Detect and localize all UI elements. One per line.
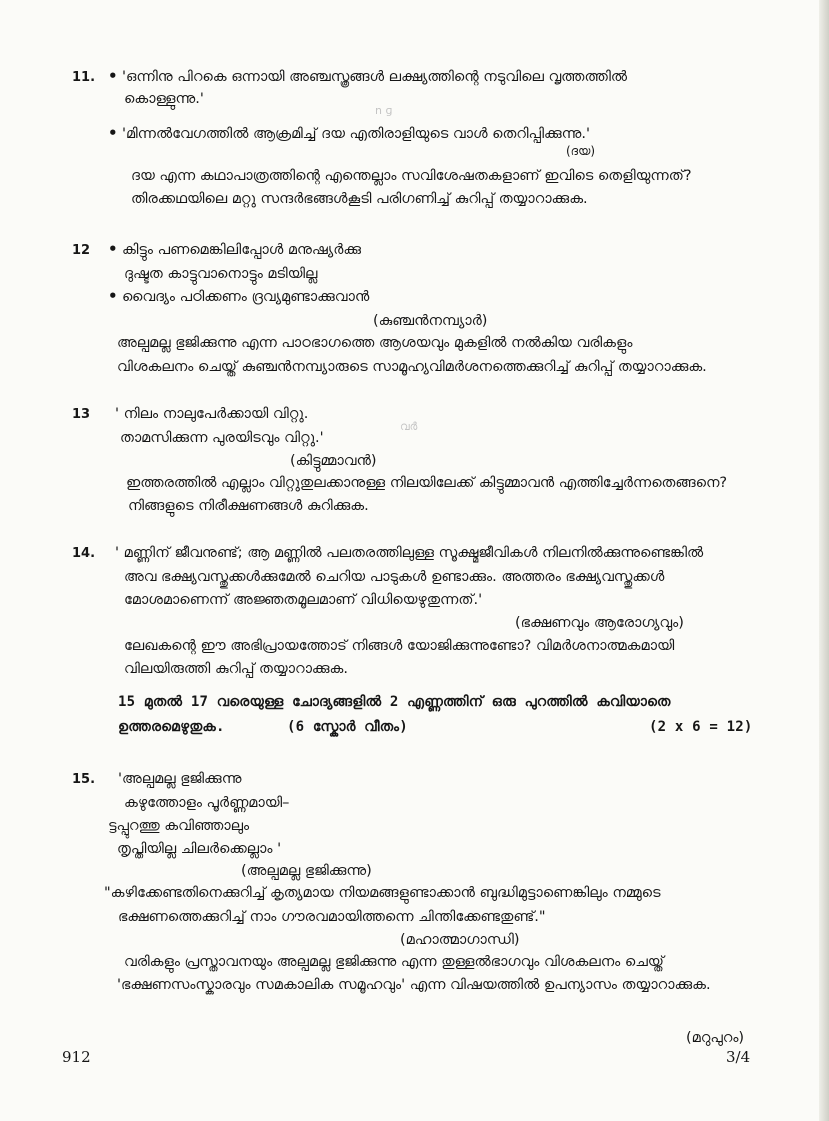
bullet-icon: • [108, 124, 118, 142]
q14-line-5: ലേഖകന്റെ ഈ അഭിപ്രായത്തോട് നിങ്ങൾ യോജിക്കുന്നുണ്ടോ? വിമർശനാത്മകമായി [124, 638, 675, 654]
page-code: 912 [62, 1048, 91, 1066]
q14-line-2: അവ ഭക്ഷ്യവസ്തുക്കൾക്കുമേൽ ചെറിയ പാടുകൾ ഉണ്ടാക്കും. അത്തരം ഭക്ഷ്യവസ്തുക്കൾ [124, 569, 665, 585]
q14-line-1: ' മണ്ണിന് ജീവനുണ്ട്; ആ മണ്ണിൽ പലതരത്തിലുള്ള സൂക്ഷ്മജീവികൾ നിലനിൽക്കുന്നുണ്ടെങ്കിൽ [115, 545, 704, 561]
question-number-14: 14. [72, 546, 96, 561]
q15-line-4: തൃപ്തിയില്ല ചിലർക്കെല്ലാം ' [117, 841, 282, 857]
q12-line-5: അല്പമല്ല ഭുജിക്കുന്നു എന്ന പാഠഭാഗത്തെ ആശയവും മുകളിൽ നൽകിയ വരികളും [117, 335, 633, 351]
bleed-through-mark: വര്‍ [400, 420, 418, 433]
q11-line-6: തിരക്കഥയിലെ മറ്റു സന്ദർഭങ്ങൾകൂടി പരിഗണിച്ച് കുറിപ്പ് തയ്യാറാക്കുക. [131, 191, 588, 207]
q12-source: (കുഞ്ചൻനമ്പ്യാർ) [373, 313, 488, 329]
q12-line-6: വിശകലനം ചെയ്ത് കുഞ്ചൻനമ്പ്യാരുടെ സാമൂഹ്യവിമർശനത്തെക്കുറിച്ച് കുറിപ്പ് തയ്യാറാക്കുക. [117, 359, 707, 375]
question-number-12: 12 [72, 243, 91, 258]
q15-line-9: വരികളും പ്രസ്താവനയും അല്പമല്ല ഭുജിക്കുന്നു എന്ന തുള്ളൽഭാഗവും വിശകലനം ചെയ്ത് [124, 954, 664, 970]
bleed-through-mark: n ɡ [375, 104, 393, 117]
q11-line-2: കൊള്ളുന്നു.' [124, 91, 204, 107]
q15-line-7: ഭക്ഷണത്തെക്കുറിച്ച് നാം ഗൗരവമായിത്തന്നെ ചിന്തിക്കേണ്ടതുണ്ട്." [118, 909, 546, 925]
q13-line-1: ' നിലം നാലുപേർക്കായി വിറ്റു. [115, 406, 309, 422]
q15-line-3: ട്ടപ്പുറത്തു കവിഞ്ഞാലും [108, 818, 250, 834]
q12-line-2: ദുഷ്ടത കാട്ടുവാനൊട്ടും മടിയില്ല [124, 266, 318, 282]
question-number-11: 11. [72, 70, 96, 85]
q15-line-10: 'ഭക്ഷണസംസ്കാരവും സമകാലിക സമൂഹവും' എന്ന വിഷയത്തിൽ ഉപന്യാസം തയ്യാറാക്കുക. [117, 977, 711, 993]
q13-line-2: താമസിക്കുന്ന പുരയിടവും വിറ്റു.' [120, 430, 324, 446]
section-instruction-line-2: ഉത്തരമെഴുതുക. [118, 719, 225, 735]
q14-line-6: വിലയിരുത്തി കുറിപ്പ് തയ്യാറാക്കുക. [124, 661, 348, 677]
q15-line-1: 'അല്പമല്ല ഭുജിക്കുന്നു [118, 771, 242, 787]
q15-source-2: (മഹാത്മാഗാന്ധി) [400, 932, 520, 948]
question-number-15: 15. [72, 772, 96, 787]
bullet-icon: • [108, 67, 118, 85]
q14-line-3: മോശമാണെന്ന് അജ്ഞതമൂലമാണ് വിധിയെഴുതുന്നത്.' [124, 592, 483, 608]
q15-source-1: (അല്പമല്ല ഭുജിക്കുന്നു) [241, 863, 372, 879]
q15-line-6: "കഴിക്കേണ്ടതിനെക്കുറിച്ച് കൃത്യമായ നിയമങ്ങളുണ്ടാക്കാൻ ബുദ്ധിമുട്ടാണെങ്കിലും നമ്മുടെ [104, 885, 661, 901]
q12-line-3: വൈദ്യം പഠിക്കണം ദ്രവ്യമുണ്ടാക്കുവാൻ [122, 289, 370, 305]
section-instruction-line-1: 15 മുതൽ 17 വരെയുള്ള ചോദ്യങ്ങളിൽ 2 എണ്ണത്തിന് ഒരു പുറത്തിൽ കവിയാതെ [118, 694, 671, 710]
q12-line-1: കിട്ടും പണമെങ്കിലിപ്പോൾ മനുഷ്യർക്കു [122, 242, 362, 258]
bullet-icon: • [108, 240, 118, 258]
q15-line-2: കഴുത്തോളം പൂർണ്ണമായി– [124, 795, 290, 811]
score-note: (6 സ്കോർ വീതം) [287, 719, 408, 735]
turn-over-note: (മറുപുറം) [686, 1030, 745, 1046]
q11-source: (ദയ) [566, 144, 596, 158]
page-edge-shadow [819, 0, 829, 1121]
page-number: 3/4 [726, 1048, 751, 1066]
marks-total: (2 x 6 = 12) [649, 719, 753, 735]
q13-line-5: നിങ്ങളുടെ നിരീക്ഷണങ്ങൾ കുറിക്കുക. [128, 498, 369, 514]
q14-source: (ഭക്ഷണവും ആരോഗ്യവും) [515, 615, 684, 631]
q13-source: (കിട്ടുമ്മാവൻ) [290, 453, 377, 469]
q11-line-1: 'ഒന്നിനു പിറകെ ഒന്നായി അഞ്ചസ്ത്രങ്ങൾ ലക്ഷ്യത്തിന്റെ നടുവിലെ വൃത്തത്തിൽ [122, 69, 628, 85]
q13-line-4: ഇത്തരത്തിൽ എല്ലാം വിറ്റുതുലക്കാനുള്ള നിലയിലേക്ക് കിട്ടുമ്മാവൻ എത്തിച്ചേർന്നതെങ്ങനെ? [126, 475, 728, 491]
q11-line-3: 'മിന്നൽവേഗത്തിൽ ആക്രമിച്ച് ദയ എതിരാളിയുടെ വാൾ തെറിപ്പിക്കുന്നു.' [122, 126, 590, 142]
bullet-icon: • [108, 287, 118, 305]
q11-line-5: ദയ എന്ന കഥാപാത്രത്തിന്റെ എന്തെല്ലാം സവിശേഷതകളാണ് ഇവിടെ തെളിയുന്നത്? [131, 168, 692, 184]
question-number-13: 13 [72, 407, 91, 422]
